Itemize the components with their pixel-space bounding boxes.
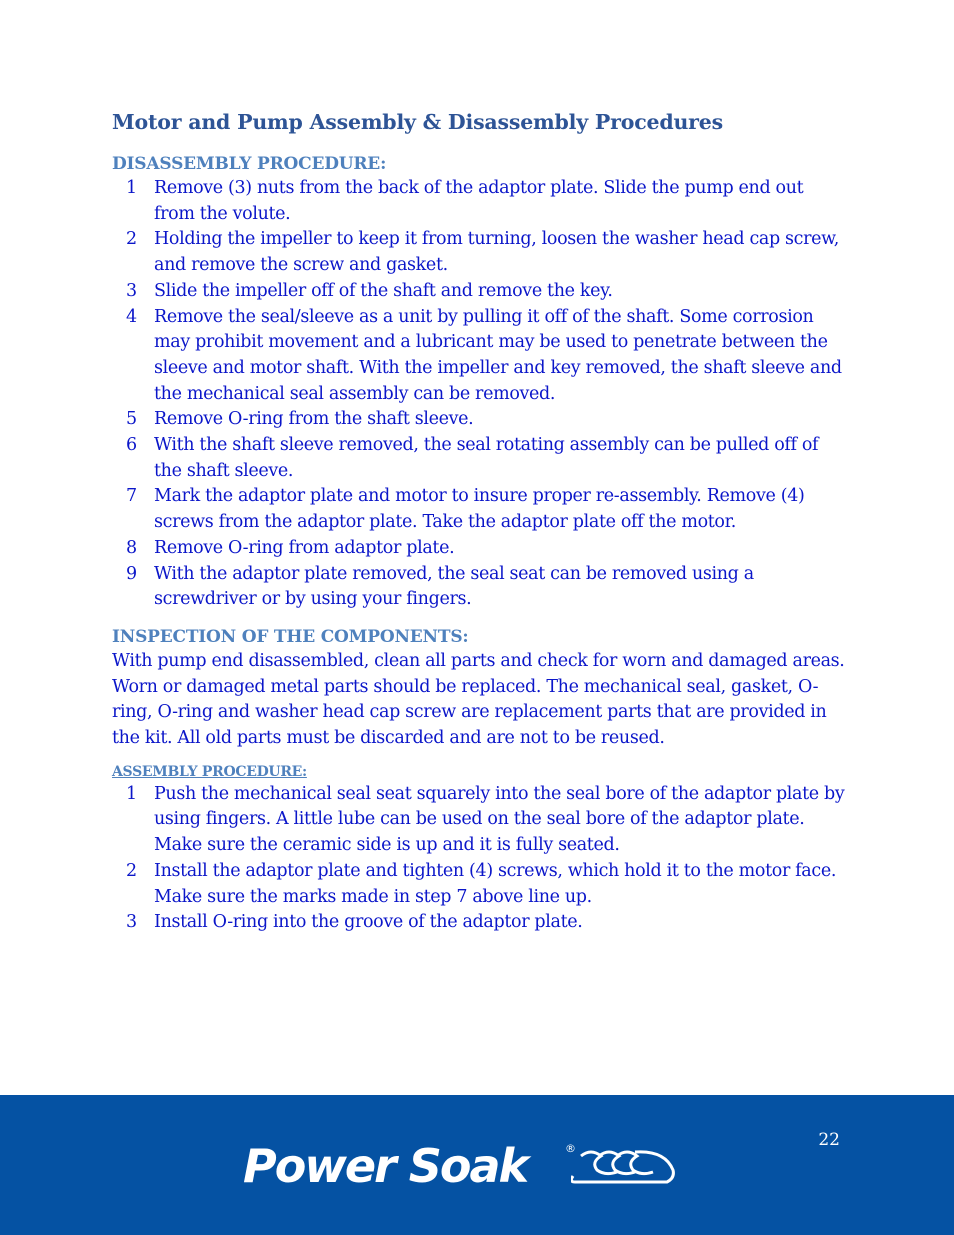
step-text: Remove O-ring from adaptor plate. — [154, 537, 455, 558]
list-item — [112, 176, 847, 227]
page-title: Motor and Pump Assembly & Disassembly Procedures — [112, 110, 723, 134]
step-text: Remove O-ring from the shaft sleeve. — [154, 409, 474, 430]
logo-wordmark: Power Soak — [243, 1139, 528, 1193]
list-item — [112, 484, 847, 535]
step-number: 8 — [126, 537, 137, 558]
page-number: 22 — [818, 1130, 840, 1150]
step-text: Slide the impeller off of the shaft and remove the key. — [154, 280, 613, 301]
assembly-heading: ASSEMBLY PROCEDURE: — [112, 763, 307, 780]
step-number: 2 — [126, 860, 137, 881]
list-item — [112, 536, 847, 562]
inspection-heading: INSPECTION OF THE COMPONENTS: — [112, 626, 469, 647]
step-number: 9 — [126, 563, 137, 584]
page-content — [112, 110, 847, 936]
step-text: Holding the impeller to keep it from turning, loosen the washer head cap screw, and remove the screw and gasket. — [154, 229, 839, 276]
step-text: With the shaft sleeve removed, the seal rotating assembly can be pulled off of the shaft sleeve. — [154, 435, 819, 481]
list-item — [112, 910, 847, 936]
step-text: With the adaptor plate removed, the seal seat can be removed using a screwdriver or by using your fingers. — [154, 563, 754, 610]
list-item — [112, 227, 847, 278]
list-item — [112, 859, 847, 910]
step-text: Remove (3) nuts from the back of the adaptor plate. Slide the pump end out from the volute. — [154, 178, 804, 224]
step-number: 2 — [126, 229, 137, 250]
step-number: 3 — [126, 912, 137, 933]
step-number: 1 — [126, 178, 137, 198]
disassembly-heading: DISASSEMBLY PROCEDURE: — [112, 154, 387, 174]
list-item — [112, 305, 847, 408]
list-item — [112, 562, 847, 613]
step-text: Mark the adaptor plate and motor to insure proper re-assembly. Remove (4) screws from the adaptor plate. Take the adaptor plate off the motor. — [154, 486, 805, 533]
step-number: 6 — [126, 435, 137, 456]
step-number: 7 — [126, 486, 137, 507]
power-soak-wave-logo-icon — [571, 1144, 681, 1190]
step-number: 4 — [126, 306, 137, 327]
step-text: Remove the seal/sleeve as a unit by pulling it off of the shaft. Some corrosion may prohibit movement and a lubricant may be used to penetrate between the sleeve and motor shaft. With the impeller and key removed, the shaft sleeve and the mechanical seal assembly can be removed. — [154, 306, 842, 404]
step-text: Install the adaptor plate and tighten (4) screws, which hold it to the motor face. Make sure the marks made in step 7 above line up. — [154, 860, 837, 907]
step-number: 5 — [126, 409, 137, 430]
list-item — [112, 279, 847, 305]
registered-mark: ® — [565, 1142, 576, 1155]
list-item — [112, 782, 847, 859]
list-item — [112, 407, 847, 433]
assembly-steps — [112, 782, 847, 936]
power-soak-logo — [243, 1138, 683, 1194]
step-number: 3 — [126, 280, 137, 301]
step-number: 1 — [126, 783, 137, 804]
step-text: Install O-ring into the groove of the adaptor plate. — [154, 912, 583, 933]
inspection-paragraph: With pump end disassembled, clean all parts and check for worn and damaged areas. Worn or damaged metal parts should be replaced. The mechanical seal, gasket, O-ring, O-ring and washer head cap screw are replacement parts that are provided in the kit. All old parts must be discarded and are not to be reused. — [112, 650, 845, 749]
disassembly-steps — [112, 176, 847, 613]
list-item — [112, 433, 847, 484]
step-text: Push the mechanical seal seat squarely into the seal bore of the adaptor plate by using fingers. A little lube can be used on the seal bore of the adaptor plate. Make sure the ceramic side is up and it is fully seated. — [154, 783, 845, 856]
